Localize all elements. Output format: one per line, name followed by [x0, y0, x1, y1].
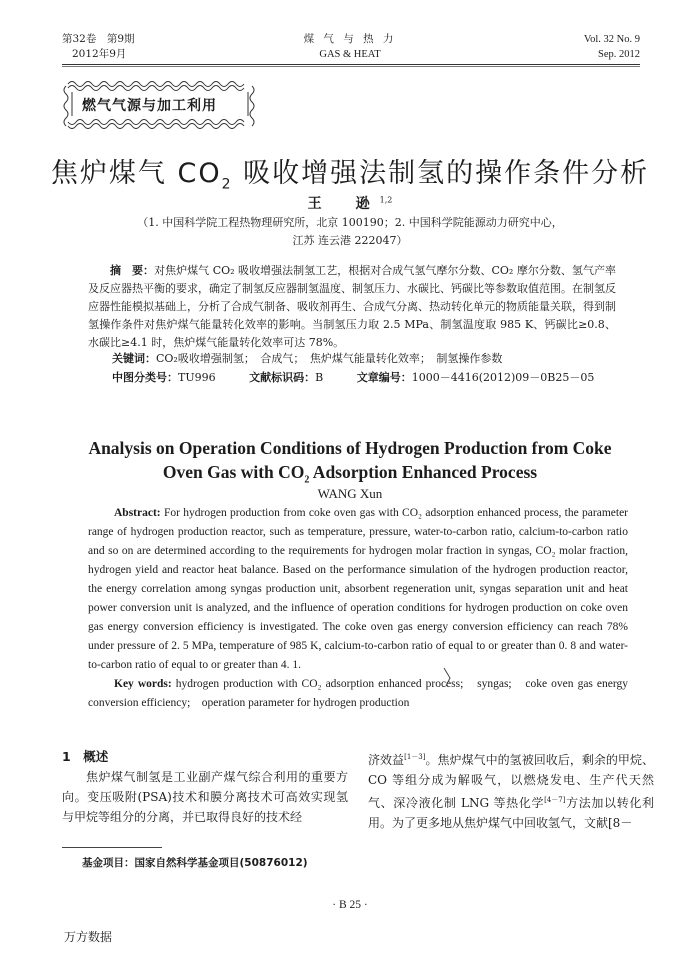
- keywords-en-label: Key words:: [114, 678, 172, 690]
- header-rule-thin: [62, 66, 640, 67]
- date-cn: 2012年9月: [72, 48, 127, 60]
- section-text-right-pre: 济效益: [368, 753, 405, 767]
- volume-en: Vol. 32 No. 9: [583, 34, 640, 45]
- author-cn-name: 王 逊: [307, 196, 380, 212]
- title-en-line-1: Analysis on Operation Conditions of Hydrogen Production from Coke: [88, 438, 612, 458]
- body-column-right: [368, 747, 654, 833]
- author-cn: [200, 193, 500, 213]
- title-en: [60, 436, 640, 493]
- header-center: [230, 32, 470, 62]
- title-en-line-2-pre: Oven Gas with CO: [162, 462, 305, 482]
- abstract-cn-label: 摘 要：: [110, 264, 155, 277]
- title-cn-post: 吸收增强法制氢的操作条件分析: [232, 158, 650, 189]
- footnote-rule: [62, 847, 162, 848]
- section-banner: [62, 76, 258, 132]
- title-cn-sub: 2: [221, 176, 233, 193]
- page-number: · B 25 ·: [332, 899, 368, 911]
- abstract-en-label: Abstract:: [114, 507, 161, 519]
- title-cn-pre: 焦炉煤气 CO: [50, 158, 222, 189]
- article-number-label: 文章编号：: [356, 371, 412, 384]
- doc-code-label: 文献标识码：: [249, 371, 316, 384]
- journal-en: GAS & HEAT: [319, 49, 381, 60]
- keywords-cn-text: CO₂吸收增强制氢； 合成气； 焦炉煤气能量转化效率； 制氢操作参数: [156, 352, 503, 365]
- keywords-cn-label: 关键词：: [112, 352, 156, 365]
- affiliation-line-2: 江苏 连云港 222047）: [292, 234, 408, 247]
- section-text-left: 焦炉煤气制氢是工业副产煤气综合利用的重要方向。变压吸附(PSA)技术和膜分离技术可高效实现氢与甲烷等组分的分离，并已取得良好的技术经: [62, 770, 348, 824]
- header-right: [584, 32, 640, 62]
- keywords-cn: [112, 350, 502, 368]
- footnote-text: 国家自然科学基金项目(50876012): [134, 857, 308, 869]
- citation-ref-2: [4－7]: [544, 796, 566, 804]
- section-heading: 1 概述: [62, 749, 109, 764]
- watermark: 万方数据: [64, 930, 113, 944]
- header-left: [62, 32, 135, 62]
- journal-cn: 煤 气 与 热 力: [303, 33, 397, 45]
- article-number-value: 1000－4416(2012)09－0B25－05: [411, 371, 595, 384]
- affiliation-line-1: （1. 中国科学院工程热物理研究所，北京 100190；2. 中国科学院能源动力研究中心，: [137, 216, 563, 229]
- abstract-en-text: For hydrogen production from coke oven gas with CO₂ adsorption enhanced process, the parameter range of hydrogen production reactor, such as temperature, pressure, water-to-carbon ratio, calcium-to-carbon ratio and so on are determined according to the requirements for hydrogen molar fraction in syngas, CO₂ molar fraction, hydrogen yield and reactor heat balance. Based on the performance simulation of the hydrogen production reactor, the energy correlation among syngas production unit, absorbent regeneration unit, syngas separation unit and heat power conversion unit is analyzed, and the influence of operation conditions for hydrogen production on coke oven gas energy conversion efficiency is investigated. The coke oven gas energy conversion efficiency can reach 78% under pressure of 2. 5 MPa, temperature of 985 K, calcium-to-carbon ratio of equal to or greater than 0. 8 and water-to-carbon ratio of equal to or greater than 4. 1.: [88, 507, 629, 671]
- footnote-label: 基金项目：: [82, 857, 135, 869]
- author-cn-sup: 1,2: [379, 195, 393, 205]
- abstract-en: [88, 504, 628, 713]
- date-en: Sep. 2012: [598, 49, 640, 60]
- title-cn: [40, 151, 660, 192]
- author-en: WANG Xun: [317, 486, 383, 501]
- title-en-line-2-sub: 2: [304, 474, 310, 486]
- body-column-left: [62, 747, 348, 827]
- doc-code-value: B: [315, 371, 324, 384]
- section-text-right-mid: 。焦炉煤气中的氢被回收后，剩余的甲烷、CO 等组分成为解吸气，以燃烧发电、生产代天然气、深冷液化制 LNG 等热化学: [368, 753, 654, 810]
- keywords-en-text: hydrogen production with CO₂ adsorption enhanced process; syngas; coke oven gas energy conversion efficiency; operation parameter for hydrogen production: [88, 678, 629, 709]
- abstract-cn: [88, 262, 616, 352]
- header-rule: [62, 64, 640, 65]
- volume-cn: 第32卷 第9期: [62, 33, 135, 45]
- citation-ref-1: [1－3]: [404, 753, 426, 761]
- text-cursor-icon: [442, 666, 456, 688]
- clc-label: 中图分类号：: [112, 371, 178, 384]
- banner-label: 燃气气源与加工利用: [82, 98, 217, 114]
- clc-value: TU996: [178, 371, 216, 384]
- classification-line: [112, 369, 594, 387]
- footnote: [82, 855, 308, 870]
- title-en-line-2-post: Adsorption Enhanced Process: [309, 462, 538, 482]
- section-text-right-post: 方法加以转化利用。为了更多地从焦炉煤气中回收氢气，文献[8－: [368, 796, 654, 830]
- abstract-cn-text: 对焦炉煤气 CO₂ 吸收增强法制氢工艺，根据对合成气氢气摩尔分数、CO₂ 摩尔分数、氢气产率及反应器热平衡的要求，确定了制氢反应器制氢温度、制氢压力、水碳比、钙碳比等参数取值范围。在制氢反应器性能模拟基础上，分析了合成气制备、吸收剂再生、合成气分离、热动转化单元的物质能量关联，得到制氢操作条件对焦炉煤气能量转化效率的影响。当制氢压力取 2.5 MPa、制氢温度取 985 K、钙碳比≥0.8、水碳比≥4.1 时，焦炉煤气能量转化效率可达 78%。: [88, 264, 616, 349]
